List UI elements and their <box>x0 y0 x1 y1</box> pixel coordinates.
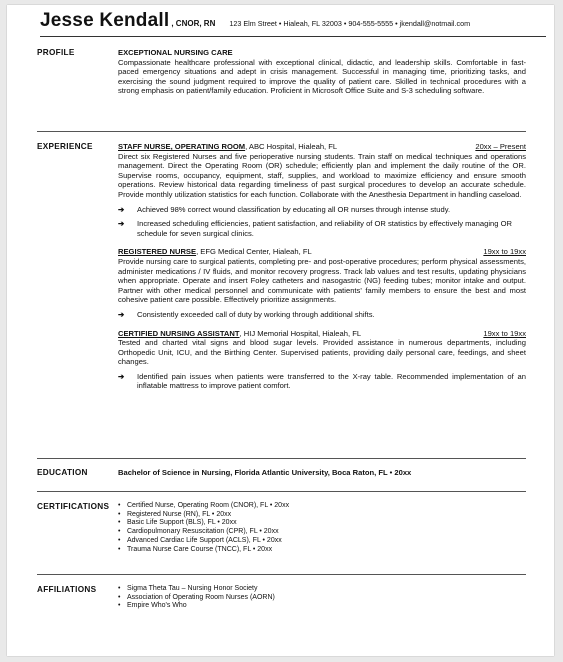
list-item <box>118 546 526 555</box>
resume-page <box>7 5 554 656</box>
bullet-icon: • <box>118 528 121 536</box>
section-divider <box>37 491 526 492</box>
job-entry <box>118 142 526 238</box>
arrow-icon: ➔ <box>118 219 125 229</box>
job-title: STAFF NURSE, OPERATING ROOM <box>118 142 246 151</box>
contact-info: 123 Elm Street • Hialeah, FL 32003 • 904-555-5555 • jkendall@notmail.com <box>229 19 471 28</box>
list-item <box>118 502 526 511</box>
list-item <box>118 511 526 520</box>
bullet-icon: • <box>118 510 121 518</box>
job-dates: 19xx to 19xx <box>483 247 526 257</box>
achievement-text: Increased scheduling efficiencies, patient satisfaction, and reliability of OR statistics by effectively managing OR schedule for seven surgical clinics. <box>137 219 512 238</box>
job-org: , HIJ Memorial Hospital, Hialeah, FL <box>239 328 362 338</box>
section-divider <box>37 131 526 132</box>
bullet-icon: • <box>118 545 121 553</box>
certification-text: Registered Nurse (RN), FL • 20xx <box>127 510 232 518</box>
bullet-icon: • <box>118 502 121 509</box>
certification-text: Certified Nurse, Operating Room (CNOR), FL • 20xx <box>127 502 290 509</box>
profile-text: Compassionate healthcare professional with exceptional clinical, didactic, and leadership skills. Comfortable in fast-paced emergency situations and adept in crisis management. Successful in managing time, prioritizing tasks, and exercising the sound judgment required to improve the quality of patient care. Skilled in technical procedures with a strong emphasis on patient/family education. Proficient in Microsoft Office Suite and S-3 scheduling software. <box>118 57 526 96</box>
profile-section <box>37 48 526 96</box>
school: , Florida Atlantic University, Boca Raton, FL • 20xx <box>230 468 412 477</box>
list-item <box>118 519 526 528</box>
credentials: , CNOR, RN <box>171 19 216 28</box>
achievement-item <box>118 310 526 320</box>
job-entry <box>118 329 526 392</box>
job-dates: 19xx to 19xx <box>483 328 526 338</box>
job-org: , ABC Hospital, Hialeah, FL <box>245 142 338 151</box>
achievement-item <box>118 372 526 391</box>
job-title: CERTIFIED NURSING ASSISTANT <box>118 328 240 338</box>
section-label-experience: EXPERIENCE <box>37 142 93 151</box>
certification-text: Basic Life Support (BLS), FL • 20xx <box>127 519 237 527</box>
bullet-icon: • <box>118 519 121 527</box>
affiliation-text: Sigma Theta Tau – Nursing Honor Society <box>127 585 258 592</box>
job-org: , EFG Medical Center, Hialeah, FL <box>196 247 312 257</box>
experience-section <box>37 142 526 391</box>
certification-text: Trauma Nurse Care Course (TNCC), FL • 20xx <box>127 545 273 553</box>
section-label-affiliations: AFFILIATIONS <box>37 585 97 594</box>
bullet-icon: • <box>118 585 121 592</box>
bullet-icon: • <box>118 536 121 544</box>
affiliations-list <box>118 585 526 611</box>
affiliation-text: Association of Operating Room Nurses (AORN) <box>127 593 275 601</box>
list-item <box>118 594 526 603</box>
certifications-section <box>37 502 526 554</box>
section-label-certifications: CERTIFICATIONS <box>37 502 110 511</box>
degree: Bachelor of Science in Nursing <box>118 468 231 477</box>
list-item <box>118 537 526 546</box>
section-label-profile: PROFILE <box>37 48 75 57</box>
section-divider <box>37 574 526 575</box>
affiliation-text: Empire Who's Who <box>127 602 187 610</box>
section-divider <box>37 458 526 459</box>
job-title: REGISTERED NURSE <box>118 247 197 257</box>
arrow-icon: ➔ <box>118 204 125 214</box>
achievement-text: Identified pain issues when patients were transferred to the X-ray table. Recommended implementation of an inflatable mattress to improve patient comfort. <box>137 371 526 391</box>
list-item <box>118 585 526 594</box>
certification-text: Cardiopulmonary Resuscitation (CPR), FL • 20xx <box>127 528 279 536</box>
certification-text: Advanced Cardiac Life Support (ACLS), FL • 20xx <box>127 536 282 544</box>
job-description: Direct six Registered Nurses and five perioperative nursing students. Train staff on medical techniques and operations management. Direct the Operating Room (OR) schedule; efficiently plan and implement the daily routine of the OR. Supervise rooms, occupancy, equipment, staff, supplies, and workload to maximize efficiency and ensure smooth operations. Review historical data regarding timeliness of past surgical procedures to develop an accurate schedule. Provide monthly utilization statistics for each function. Collaborate with the Anesthesia Department in handling caseload. <box>118 151 526 199</box>
bullet-icon: • <box>118 593 121 601</box>
job-dates: 20xx – Present <box>475 142 526 151</box>
job-description: Tested and charted vital signs and blood sugar levels. Provided assistance in numerous departments, including Orthopedic Unit, ICU, and the Birthing Center. Supervised patients, providing daily personal care, feedings, and sheet changes. <box>118 338 526 367</box>
achievement-item <box>118 219 526 238</box>
job-description: Provide nursing care to surgical patients, completing pre- and post-operative procedures; perform physical assessments, administer medications / IV fluids, and monitor recovery progress. Track lab values and test results, updating physicians when appropriate. Operate and insert Foley catheters and nasogastric (NG) feeding tubes; monitor intake and output. Partner with other medical personnel and communicate with patients' family members to ensure the best and most cohesive patient care possible. Effectively prioritize assignments. <box>118 256 526 305</box>
arrow-icon: ➔ <box>118 371 125 381</box>
achievement-item <box>118 205 526 215</box>
affiliations-section <box>37 585 526 611</box>
profile-title: EXCEPTIONAL NURSING CARE <box>118 48 233 57</box>
bullet-icon: • <box>118 602 121 610</box>
job-entry <box>118 247 526 319</box>
certifications-list <box>118 502 526 554</box>
resume-header <box>40 10 546 37</box>
candidate-name: Jesse Kendall <box>40 10 170 31</box>
list-item <box>118 528 526 537</box>
achievement-text: Achieved 98% correct wound classification by educating all OR nurses through intense study. <box>137 204 451 214</box>
achievement-text: Consistently exceeded call of duty by working through additional shifts. <box>137 309 375 319</box>
arrow-icon: ➔ <box>118 309 125 319</box>
section-label-education: EDUCATION <box>37 468 88 477</box>
education-section <box>37 468 526 478</box>
list-item <box>118 602 526 611</box>
